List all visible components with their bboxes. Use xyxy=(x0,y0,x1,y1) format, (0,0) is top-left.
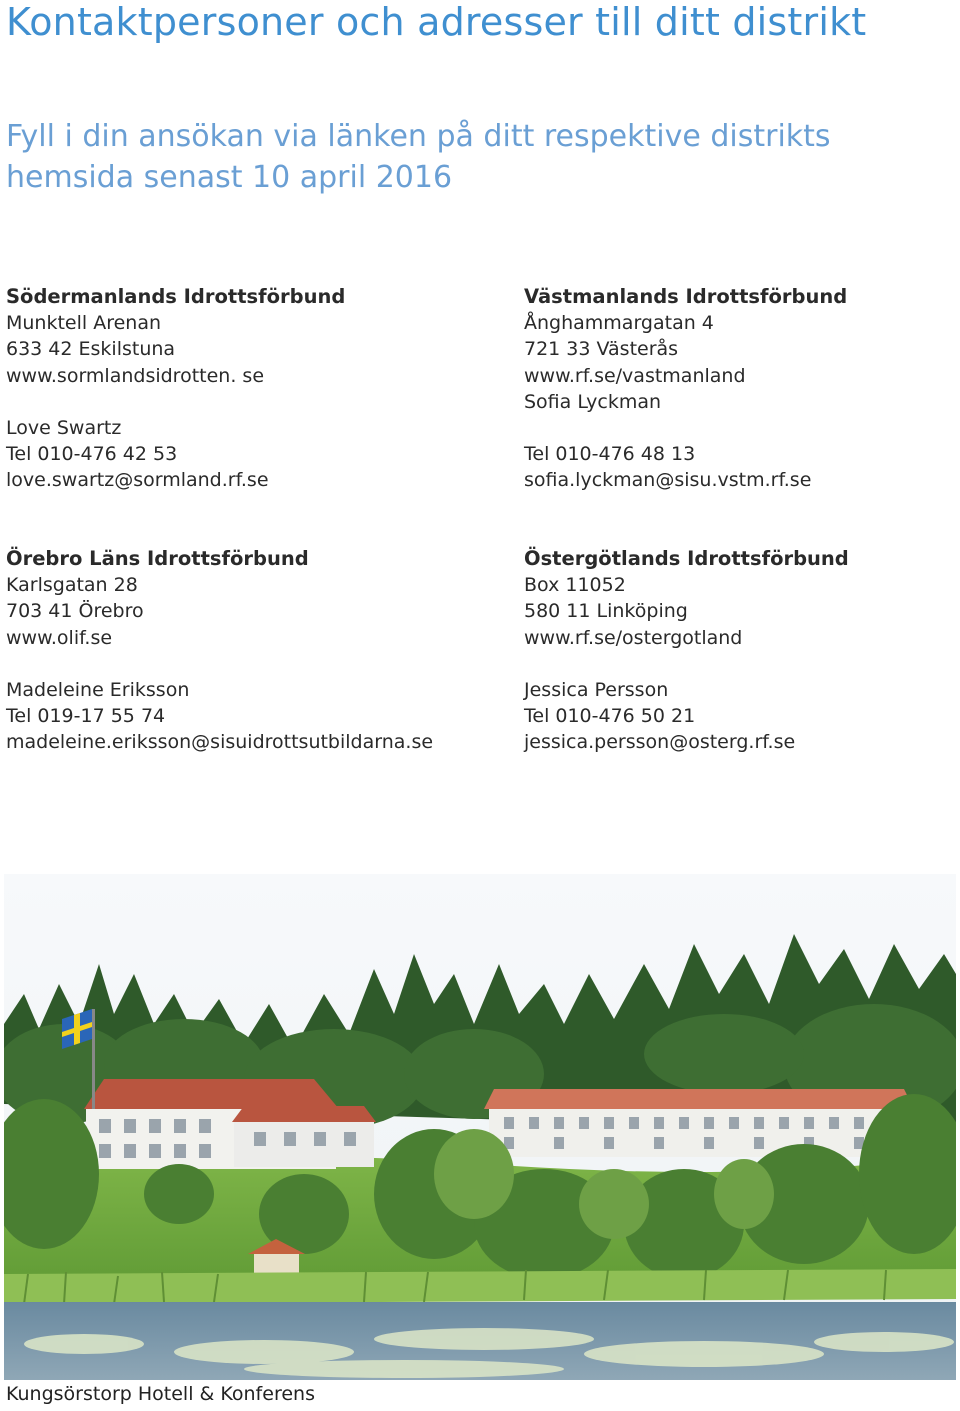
contact-phone: Tel 010-476 42 53 xyxy=(6,443,178,466)
district-website-link[interactable]: www.sormlandsidrotten. se xyxy=(6,364,265,387)
contact-phone: Tel 019-17 55 74 xyxy=(6,705,166,728)
page-subtitle: Fyll i din ansökan via länken på ditt respektive distrikts hemsida senast 10 april 2016 xyxy=(6,119,831,195)
contact-email-link[interactable]: jessica.persson@osterg.rf.se xyxy=(524,731,796,754)
contact-email-link[interactable]: madeleine.eriksson@sisuidrottsutbildarna.se xyxy=(6,731,434,754)
district-website-link[interactable]: www.olif.se xyxy=(6,626,113,649)
hotel-photo xyxy=(4,874,956,1380)
district-address-line2: 580 11 Linköping xyxy=(524,600,688,623)
district-address-line2: 703 41 Örebro xyxy=(6,600,144,623)
district-card-vastmanland xyxy=(524,284,960,494)
district-card-ostergotland xyxy=(524,546,960,756)
district-address-line1: Ånghammargatan 4 xyxy=(524,312,714,335)
district-address-line1: Box 11052 xyxy=(524,574,626,597)
district-name: Örebro Läns Idrottsförbund xyxy=(6,547,309,570)
district-website-link[interactable]: www.rf.se/ostergotland xyxy=(524,626,743,649)
photo-caption: Kungsörstorp Hotell & Konferens xyxy=(6,1383,315,1405)
district-card-orebro xyxy=(6,546,476,756)
district-name: Östergötlands Idrottsförbund xyxy=(524,547,849,570)
contact-name: Love Swartz xyxy=(6,416,122,439)
contact-name: Jessica Persson xyxy=(524,678,669,701)
contact-name: Madeleine Eriksson xyxy=(6,678,190,701)
district-name: Södermanlands Idrottsförbund xyxy=(6,285,346,308)
contact-phone: Tel 010-476 48 13 xyxy=(524,443,696,466)
district-address-line2: 633 42 Eskilstuna xyxy=(6,338,176,361)
contact-phone: Tel 010-476 50 21 xyxy=(524,705,696,728)
page-title: Kontaktpersoner och adresser till ditt distrikt xyxy=(6,0,867,44)
district-name: Västmanlands Idrottsförbund xyxy=(524,285,848,308)
contact-email-link[interactable]: sofia.lyckman@sisu.vstm.rf.se xyxy=(524,469,812,492)
contact-email-link[interactable]: love.swartz@sormland.rf.se xyxy=(6,469,269,492)
district-address-line2: 721 33 Västerås xyxy=(524,338,679,361)
district-address-line1: Munktell Arenan xyxy=(6,312,162,335)
contact-name: Sofia Lyckman xyxy=(524,390,662,413)
district-address-line1: Karlsgatan 28 xyxy=(6,574,138,597)
district-card-sodermanland xyxy=(6,284,476,494)
district-website-link[interactable]: www.rf.se/vastmanland xyxy=(524,364,746,387)
